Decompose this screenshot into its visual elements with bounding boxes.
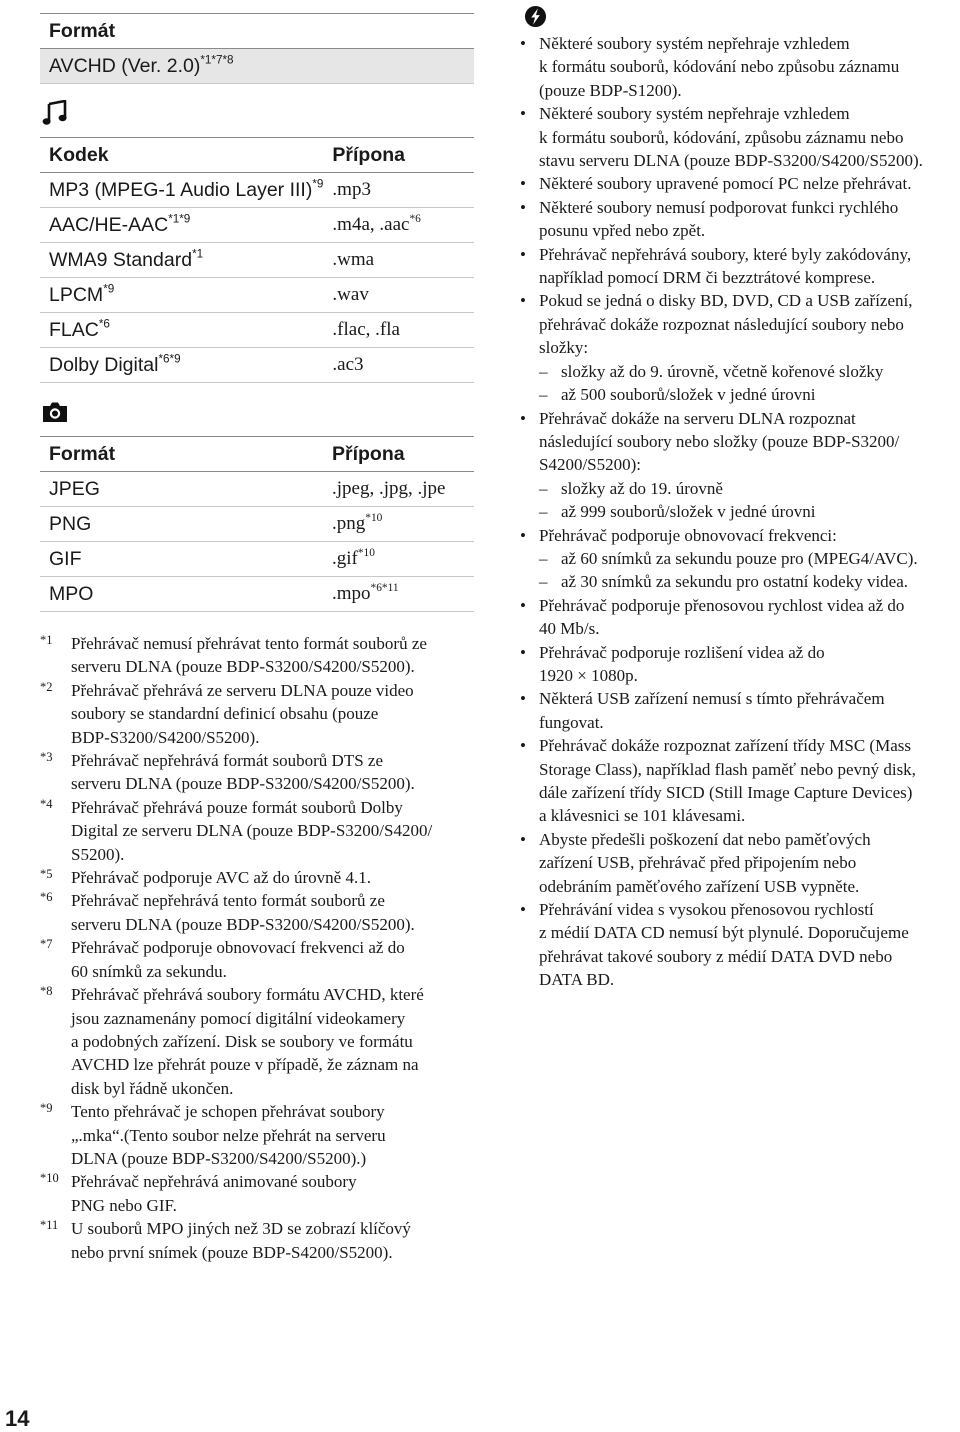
tip-line: Přehrávač podporuje rozlišení videa až do <box>539 642 825 662</box>
music-ext-footnote: *6 <box>409 212 421 225</box>
footnote-mark: *4 <box>40 796 53 811</box>
tip-item <box>515 524 953 594</box>
footnotes <box>40 632 474 1264</box>
footnote-mark: *7 <box>40 937 53 952</box>
bullet: • <box>520 829 526 849</box>
footnote <box>40 936 474 983</box>
footnote-mark: *6 <box>40 890 53 905</box>
music-table-row <box>40 173 474 208</box>
tip-line: Přehrávání videa s vysokou přenosovou rychlostí <box>539 900 874 920</box>
photo-header-ext: Přípona <box>323 437 474 472</box>
tip-line: například pomocí DRM či bezztrátové komprese. <box>539 268 876 288</box>
footnote-line: U souborů MPO jiných než 3D se zobrazí klíčový <box>71 1219 411 1239</box>
tip-line: Storage Class), například flash paměť nebo pevný disk, <box>539 759 916 779</box>
music-table-row <box>40 243 474 278</box>
video-format-table <box>40 13 474 84</box>
video-format-cell <box>40 49 474 84</box>
bullet: • <box>520 291 526 311</box>
music-codec-name: AAC/HE-AAC <box>49 213 169 236</box>
tip-line: a klávesnici se 101 klávesami. <box>539 806 746 826</box>
tip-sub-text: složky až do 19. úrovně <box>561 478 723 498</box>
music-codec-cell <box>40 208 323 243</box>
tip-line: Některá USB zařízení nemusí s tímto přehrávačem <box>539 689 885 709</box>
bullet: • <box>520 197 526 217</box>
tip-sub-text: až 999 souborů/složek v jedné úrovni <box>561 502 816 522</box>
tip-item <box>515 687 953 734</box>
photo-ext-footnote: *10 <box>357 546 375 559</box>
music-ext-cell <box>323 348 474 383</box>
music-ext-name: .ac3 <box>332 354 364 375</box>
bullet: • <box>520 34 526 53</box>
tip-item <box>515 407 953 524</box>
photo-table-row <box>40 577 474 612</box>
music-codec-table <box>40 137 474 383</box>
tip-line: Některé soubory upravené pomocí PC nelze přehrávat. <box>539 174 912 194</box>
tip-line: k formátu souborů, kódování, způsobu záznamu nebo <box>539 127 904 147</box>
video-table-row <box>40 49 474 84</box>
footnote-mark: *3 <box>40 750 53 765</box>
photo-table-header <box>40 437 474 472</box>
footnote-line: Přehrávač přehrává pouze formát souborů Dolby <box>71 797 403 817</box>
footnote-mark: *9 <box>40 1101 53 1116</box>
video-format-header: Formát <box>40 14 474 49</box>
tip-line: Přehrávač dokáže na serveru DLNA rozpoznat <box>539 408 856 428</box>
tip-sub-item <box>539 547 953 570</box>
tip-line: dále zařízení třídy SICD (Still Image Capture Devices) <box>539 783 913 802</box>
photo-table-row <box>40 542 474 577</box>
tip-line: přehrávat takové soubory z médií DATA DVD nebo <box>539 946 893 966</box>
dash: – <box>539 361 548 381</box>
bullet: • <box>520 104 526 124</box>
bullet: • <box>520 736 526 756</box>
music-codec-name: MP3 (MPEG-1 Audio Layer III) <box>49 178 313 201</box>
footnote <box>40 679 474 749</box>
tip-sub-text: až 60 snímků za sekundu pouze pro (MPEG4/AVC). <box>561 548 918 568</box>
footnote <box>40 983 474 1100</box>
photo-ext-footnote: *6*11 <box>370 581 399 594</box>
footnote-line: PNG nebo GIF. <box>71 1195 177 1215</box>
footnote-line: Přehrávač podporuje obnovovací frekvenci až do <box>71 938 405 958</box>
footnote-line: S5200). <box>71 844 125 864</box>
footnote-mark: *11 <box>40 1218 59 1233</box>
tip-item <box>515 172 953 195</box>
footnote <box>40 632 474 679</box>
photo-section-icon-row <box>40 383 474 436</box>
music-ext-name: .wma <box>332 249 375 270</box>
music-codec-footnote: *9 <box>103 282 115 296</box>
tip-line: z médií DATA CD nemusí být plynulé. Doporučujeme <box>539 923 909 943</box>
tip-item <box>515 594 953 641</box>
tip-line: Pokud se jedná o disky BD, DVD, CD a USB zařízení, <box>539 291 913 311</box>
footnote-line: serveru DLNA (pouze BDP-S3200/S4200/S5200). <box>71 914 415 934</box>
footnote-line: Digital ze serveru DLNA (pouze BDP-S3200/S4200/ <box>71 821 433 841</box>
tip-line: stavu serveru DLNA (pouze BDP-S3200/S4200/S5200). <box>539 151 923 171</box>
dash: – <box>539 572 548 592</box>
music-table-row <box>40 208 474 243</box>
tip-line: Některé soubory nemusí podporovat funkci rychlého <box>539 197 899 217</box>
footnote-line: AVCHD lze přehrát pouze v případě, že záznam na <box>71 1055 419 1075</box>
photo-format-cell: JPEG <box>40 472 323 507</box>
tip-line: složky: <box>539 338 589 358</box>
photo-table-row <box>40 472 474 507</box>
footnote-line: Přehrávač podporuje AVC až do úrovně 4.1. <box>71 868 371 888</box>
tip-item <box>515 641 953 688</box>
music-table-row <box>40 313 474 348</box>
music-header-ext: Přípona <box>323 138 474 173</box>
music-ext-cell <box>323 278 474 313</box>
music-codec-name: FLAC <box>49 318 99 341</box>
music-codec-cell <box>40 313 323 348</box>
music-codec-footnote: *6 <box>98 317 110 331</box>
dash: – <box>539 548 548 568</box>
tip-line: S4200/S5200): <box>539 455 642 475</box>
photo-header-format: Formát <box>40 437 323 472</box>
music-codec-footnote: *1 <box>192 247 204 261</box>
tip-item <box>515 243 953 290</box>
music-table-header <box>40 138 474 173</box>
tip-line: Přehrávač dokáže rozpoznat zařízení třídy MSC (Mass <box>539 736 911 756</box>
footnote-line: nebo první snímek (pouze BDP-S4200/S5200). <box>71 1242 393 1262</box>
dash: – <box>539 478 548 498</box>
tip-line: k formátu souborů, kódování nebo způsobu záznamu <box>539 57 900 77</box>
footnote-mark: *2 <box>40 679 53 694</box>
video-format-name: AVCHD (Ver. 2.0) <box>49 54 201 77</box>
music-codec-cell <box>40 243 323 278</box>
tip-line: fungovat. <box>539 712 604 732</box>
music-ext-cell <box>323 173 474 208</box>
footnote-line: serveru DLNA (pouze BDP-S3200/S4200/S5200). <box>71 774 415 794</box>
music-table-row <box>40 348 474 383</box>
tip-line: DATA BD. <box>539 970 615 990</box>
bullet: • <box>520 244 526 264</box>
photo-ext-name: .jpeg, .jpg, .jpe <box>332 478 446 499</box>
tip-item <box>515 828 953 898</box>
tip-line: následující soubory nebo složky (pouze BDP-S3200/ <box>539 431 900 451</box>
left-column <box>40 13 474 1264</box>
tip-item <box>515 289 953 406</box>
footnote-line: Přehrávač nemusí přehrávat tento formát souborů ze <box>71 634 427 653</box>
footnote-line: Přehrávač nepřehrává tento formát souborů ze <box>71 891 385 911</box>
bullet: • <box>520 174 526 194</box>
footnote-line: Tento přehrávač je schopen přehrávat soubory <box>71 1102 385 1122</box>
tip-line: Přehrávač nepřehrává soubory, které byly zakódovány, <box>539 244 912 264</box>
music-header-codec: Kodek <box>40 138 323 173</box>
tips-list <box>515 32 953 992</box>
right-column <box>515 4 953 992</box>
footnote-line: 60 snímků za sekundu. <box>71 961 227 981</box>
music-ext-name: .m4a, .aac <box>332 214 410 235</box>
footnote-line: jsou zaznamenány pomocí digitální videokamery <box>71 1008 406 1028</box>
music-codec-name: LPCM <box>49 283 104 306</box>
tip-line: přehrávač dokáže rozpoznat následující soubory nebo <box>539 314 904 334</box>
footnote-line: BDP-S3200/S4200/S5200). <box>71 727 260 747</box>
tip-sub-item <box>539 500 953 523</box>
music-ext-name: .wav <box>332 284 369 305</box>
footnote-line: Přehrávač nepřehrává formát souborů DTS ze <box>71 751 384 771</box>
footnote-line: serveru DLNA (pouze BDP-S3200/S4200/S5200). <box>71 657 415 677</box>
bullet: • <box>520 525 526 545</box>
footnote-mark: *1 <box>40 633 53 647</box>
photo-table-body <box>40 472 474 612</box>
bullet: • <box>520 689 526 709</box>
music-table-row <box>40 278 474 313</box>
footnote-line: Přehrávač přehrává ze serveru DLNA pouze video <box>71 680 414 700</box>
music-ext-cell <box>323 243 474 278</box>
photo-ext-cell <box>323 507 474 542</box>
music-codec-cell <box>40 173 323 208</box>
footnote-mark: *8 <box>40 984 53 999</box>
dash: – <box>539 502 548 522</box>
music-codec-name: Dolby Digital <box>49 353 159 376</box>
footnote-mark: *10 <box>40 1171 59 1186</box>
tip-line: odebráním paměťového zařízení USB vypněte. <box>539 876 860 896</box>
music-section-icon-row <box>40 84 474 137</box>
video-format-footnote: *1*7*8 <box>200 53 234 67</box>
tip-line: zařízení USB, přehrávač před připojením nebo <box>539 853 857 873</box>
tip-item <box>515 734 953 828</box>
tip-sub-item <box>539 383 953 406</box>
tip-line: (pouze BDP-S1200). <box>539 80 682 100</box>
tip-item <box>515 32 953 102</box>
music-ext-name: .flac, .fla <box>332 319 400 340</box>
tip-header <box>515 4 953 28</box>
music-codec-footnote: *6*9 <box>158 352 181 366</box>
music-table-body <box>40 173 474 383</box>
footnote-line: Přehrávač nepřehrává animované soubory <box>71 1172 357 1192</box>
tip-sub-text: až 500 souborů/složek v jedné úrovni <box>561 385 816 405</box>
photo-ext-footnote: *10 <box>365 511 383 524</box>
tip-line: Některé soubory systém nepřehraje vzhledem <box>539 34 850 53</box>
music-note-icon <box>42 100 68 126</box>
footnote <box>40 866 474 889</box>
tip-line: Přehrávač podporuje přenosovou rychlost videa až do <box>539 595 905 615</box>
footnote-mark: *5 <box>40 867 53 882</box>
photo-ext-name: .mpo <box>332 583 371 604</box>
footnote <box>40 1170 474 1217</box>
music-ext-name: .mp3 <box>332 179 371 200</box>
tip-sub-item <box>539 477 953 500</box>
music-ext-cell <box>323 208 474 243</box>
tip-sub-item <box>539 570 953 593</box>
photo-format-table <box>40 436 474 612</box>
tip-line: Některé soubory systém nepřehraje vzhledem <box>539 104 850 124</box>
footnote <box>40 749 474 796</box>
footnote-line: disk byl řádně ukončen. <box>71 1078 234 1098</box>
tip-sub-text: až 30 snímků za sekundu pro ostatní kodeky videa. <box>561 572 909 592</box>
photo-ext-cell <box>323 577 474 612</box>
tip-item <box>515 898 953 992</box>
bullet: • <box>520 408 526 428</box>
photo-format-cell: MPO <box>40 577 323 612</box>
photo-format-cell: PNG <box>40 507 323 542</box>
tip-sub-text: složky až do 9. úrovně, včetně kořenové složky <box>561 361 884 381</box>
tip-item <box>515 102 953 172</box>
bullet: • <box>520 595 526 615</box>
tip-line: 40 Mb/s. <box>539 619 600 639</box>
photo-ext-cell <box>323 472 474 507</box>
photo-ext-cell <box>323 542 474 577</box>
music-codec-cell <box>40 348 323 383</box>
music-codec-footnote: *1*9 <box>168 212 191 226</box>
footnote <box>40 1100 474 1170</box>
page-number: 14 <box>5 1406 30 1431</box>
photo-ext-name: .png <box>332 513 366 534</box>
footnote-line: DLNA (pouze BDP-S3200/S4200/S5200).) <box>71 1148 367 1168</box>
photo-table-row <box>40 507 474 542</box>
tip-sub-item <box>539 360 953 383</box>
bullet: • <box>520 642 526 662</box>
footnote <box>40 796 474 866</box>
footnote-line: Přehrávač přehrává soubory formátu AVCHD, které <box>71 985 424 1005</box>
video-table-header <box>40 14 474 49</box>
music-codec-footnote: *9 <box>312 177 324 191</box>
tip-line: Přehrávač podporuje obnovovací frekvenci: <box>539 525 837 545</box>
footnote <box>40 1217 474 1264</box>
tip-line: Abyste předešli poškození dat nebo paměťových <box>539 829 871 849</box>
tip-line: posunu vpřed nebo zpět. <box>539 221 706 241</box>
tip-line: 1920 × 1080p. <box>539 665 638 685</box>
tip-item <box>515 196 953 243</box>
photo-ext-name: .gif <box>332 548 358 569</box>
bullet: • <box>520 900 526 920</box>
lightning-bolt-icon <box>524 5 547 28</box>
footnote-line: a podobných zařízení. Disk se soubory ve formátu <box>71 1031 413 1051</box>
music-codec-cell <box>40 278 323 313</box>
photo-format-cell: GIF <box>40 542 323 577</box>
footnote-line: soubory se standardní definicí obsahu (pouze <box>71 704 379 724</box>
music-ext-cell <box>323 313 474 348</box>
dash: – <box>539 385 548 405</box>
footnote <box>40 889 474 936</box>
footnote-line: „.mka“.(Tento soubor nelze přehrát na serveru <box>71 1125 386 1145</box>
music-codec-name: WMA9 Standard <box>49 248 193 271</box>
camera-icon <box>42 401 68 423</box>
